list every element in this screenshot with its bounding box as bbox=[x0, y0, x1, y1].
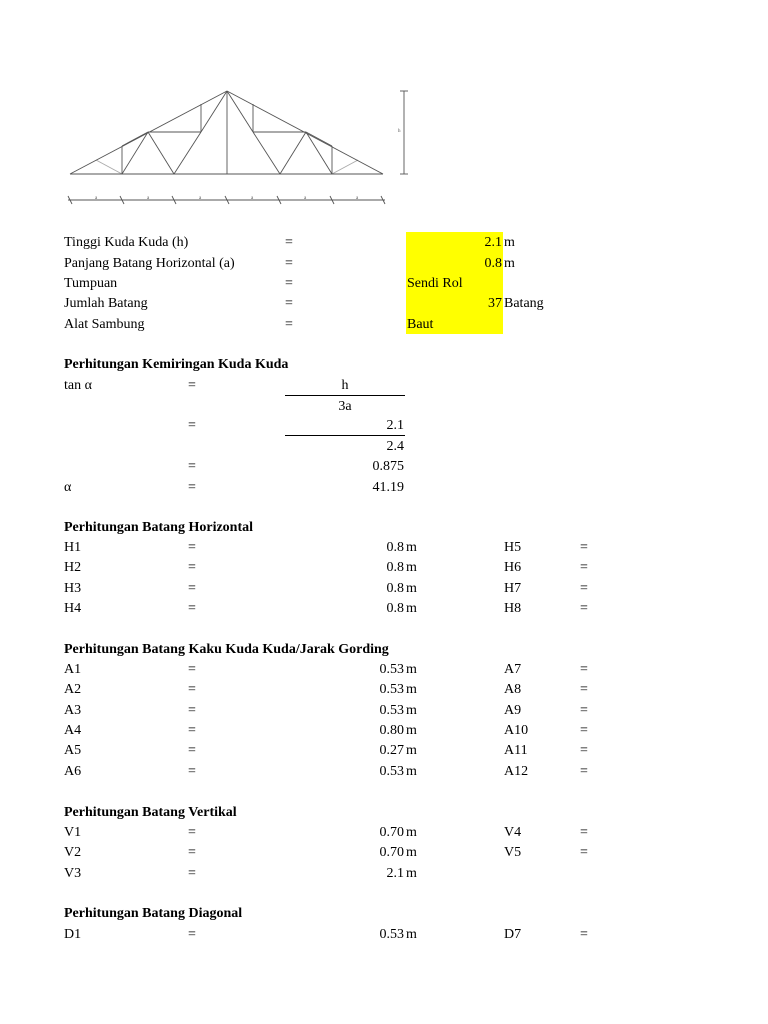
section-title-rafter: Perhitungan Batang Kaku Kuda Kuda/Jarak Gording bbox=[64, 642, 389, 657]
equals-sign: = bbox=[188, 723, 196, 738]
member-length[interactable]: 0.53 bbox=[379, 703, 404, 718]
fraction-denominator: 2.4 bbox=[386, 439, 404, 454]
member-name: A2 bbox=[64, 682, 82, 697]
equals-sign: = bbox=[188, 581, 196, 596]
param-label: Alat Sambung bbox=[64, 317, 145, 332]
equals-sign: = bbox=[188, 703, 196, 718]
param-equals: = bbox=[285, 235, 293, 250]
equals-sign: = bbox=[188, 601, 196, 616]
equals-sign: = bbox=[188, 682, 196, 697]
member-name: H2 bbox=[64, 560, 82, 575]
section-title-diagonal: Perhitungan Batang Diagonal bbox=[64, 906, 243, 921]
equals-sign: = bbox=[188, 540, 196, 555]
member-unit: m bbox=[406, 825, 417, 840]
param-label: Tumpuan bbox=[64, 276, 118, 291]
truss-diagram bbox=[0, 0, 768, 215]
span-label: a bbox=[147, 196, 150, 201]
member-name: V1 bbox=[64, 825, 82, 840]
span-label: a bbox=[304, 196, 307, 201]
section-title-vertical: Perhitungan Batang Vertikal bbox=[64, 805, 237, 820]
equals-sign: = bbox=[580, 540, 588, 555]
param-equals: = bbox=[285, 256, 293, 271]
member-length[interactable]: 0.53 bbox=[379, 764, 404, 779]
equals-sign: = bbox=[580, 743, 588, 758]
member-name: V3 bbox=[64, 866, 82, 881]
member-name: A3 bbox=[64, 703, 82, 718]
member-length[interactable]: 0.8 bbox=[386, 601, 404, 616]
fraction-bar bbox=[285, 435, 405, 436]
equals-sign: = bbox=[188, 560, 196, 575]
member-name: H1 bbox=[64, 540, 82, 555]
equals-sign: = bbox=[188, 825, 196, 840]
member-length[interactable]: 0.53 bbox=[379, 682, 404, 697]
alpha-label: α bbox=[64, 480, 72, 495]
equals-sign: = bbox=[580, 764, 588, 779]
equals-sign: = bbox=[580, 703, 588, 718]
right-rafter bbox=[227, 91, 383, 174]
member-unit: m bbox=[406, 682, 417, 697]
member-name: A7 bbox=[504, 662, 522, 677]
member-length[interactable]: 0.8 bbox=[386, 581, 404, 596]
member-length[interactable]: 0.80 bbox=[379, 723, 404, 738]
member-name: A4 bbox=[64, 723, 82, 738]
member-length[interactable]: 0.27 bbox=[379, 743, 404, 758]
equals-sign: = bbox=[580, 601, 588, 616]
member-name: H3 bbox=[64, 581, 82, 596]
tan-alpha-label: tan α bbox=[64, 378, 92, 393]
equals-sign: = bbox=[188, 743, 196, 758]
param-unit: m bbox=[504, 235, 515, 250]
member-unit: m bbox=[406, 581, 417, 596]
equals-sign: = bbox=[580, 927, 588, 942]
member-length[interactable]: 0.53 bbox=[379, 927, 404, 942]
member-unit: m bbox=[406, 927, 417, 942]
member-unit: m bbox=[406, 845, 417, 860]
member-length[interactable]: 0.8 bbox=[386, 540, 404, 555]
member-name: H5 bbox=[504, 540, 522, 555]
member-unit: m bbox=[406, 601, 417, 616]
member-length[interactable]: 2.1 bbox=[386, 866, 404, 881]
member-name: D1 bbox=[64, 927, 82, 942]
param-label: Panjang Batang Horizontal (a) bbox=[64, 256, 235, 271]
member-name: V2 bbox=[64, 845, 82, 860]
member-name: A1 bbox=[64, 662, 82, 677]
member-name: V4 bbox=[504, 825, 522, 840]
member-name: A12 bbox=[504, 764, 529, 779]
span-label: a bbox=[199, 196, 202, 201]
param-equals: = bbox=[285, 317, 293, 332]
equals-sign: = bbox=[580, 581, 588, 596]
section-title-slope: Perhitungan Kemiringan Kuda Kuda bbox=[64, 357, 289, 372]
param-text-value[interactable]: Sendi Rol bbox=[407, 276, 463, 291]
span-label: a bbox=[251, 196, 254, 201]
param-value[interactable]: 37 bbox=[488, 296, 502, 311]
section-title-horizontal: Perhitungan Batang Horizontal bbox=[64, 520, 254, 535]
equals-sign: = bbox=[188, 418, 196, 433]
member-name: H8 bbox=[504, 601, 522, 616]
ratio-value: 0.875 bbox=[372, 459, 404, 474]
fraction-numerator: 2.1 bbox=[386, 418, 404, 433]
equals-sign: = bbox=[188, 764, 196, 779]
fraction-numerator: h bbox=[341, 378, 349, 393]
equals-sign: = bbox=[580, 682, 588, 697]
equals-sign: = bbox=[188, 866, 196, 881]
equals-sign: = bbox=[580, 662, 588, 677]
equals-sign: = bbox=[188, 459, 196, 474]
member-name: V5 bbox=[504, 845, 522, 860]
member-name: A8 bbox=[504, 682, 522, 697]
member-unit: m bbox=[406, 560, 417, 575]
member-name: A9 bbox=[504, 703, 522, 718]
param-equals: = bbox=[285, 276, 293, 291]
fraction-denominator: 3a bbox=[338, 399, 352, 414]
equals-sign: = bbox=[188, 927, 196, 942]
span-label: a bbox=[356, 196, 359, 201]
member-length[interactable]: 0.53 bbox=[379, 662, 404, 677]
equals-sign: = bbox=[580, 825, 588, 840]
param-value[interactable]: 2.1 bbox=[484, 235, 502, 250]
member-name: A11 bbox=[504, 743, 528, 758]
member-unit: m bbox=[406, 540, 417, 555]
member-unit: m bbox=[406, 703, 417, 718]
member-name: A10 bbox=[504, 723, 529, 738]
param-text-value[interactable]: Baut bbox=[407, 317, 434, 332]
member-name: H7 bbox=[504, 581, 522, 596]
equals-sign: = bbox=[580, 560, 588, 575]
equals-sign: = bbox=[188, 662, 196, 677]
member-unit: m bbox=[406, 662, 417, 677]
height-label: h bbox=[398, 129, 401, 134]
param-label: Tinggi Kuda Kuda (h) bbox=[64, 235, 189, 250]
span-label: a bbox=[95, 196, 98, 201]
member-unit: m bbox=[406, 866, 417, 881]
member-name: A5 bbox=[64, 743, 82, 758]
member-name: A6 bbox=[64, 764, 82, 779]
param-equals: = bbox=[285, 296, 293, 311]
equals-sign: = bbox=[580, 845, 588, 860]
equals-sign: = bbox=[188, 845, 196, 860]
fraction-bar bbox=[285, 395, 405, 396]
equals-sign: = bbox=[580, 723, 588, 738]
param-value[interactable]: 0.8 bbox=[484, 256, 502, 271]
member-unit: m bbox=[406, 743, 417, 758]
member-unit: m bbox=[406, 723, 417, 738]
member-unit: m bbox=[406, 764, 417, 779]
param-label: Jumlah Batang bbox=[64, 296, 148, 311]
param-unit: m bbox=[504, 256, 515, 271]
member-name: D7 bbox=[504, 927, 522, 942]
alpha-value: 41.19 bbox=[372, 480, 404, 495]
member-name: H4 bbox=[64, 601, 82, 616]
equals-sign: = bbox=[188, 480, 196, 495]
member-length[interactable]: 0.70 bbox=[379, 845, 404, 860]
member-length[interactable]: 0.70 bbox=[379, 825, 404, 840]
equals-sign: = bbox=[188, 378, 196, 393]
member-length[interactable]: 0.8 bbox=[386, 560, 404, 575]
member-name: H6 bbox=[504, 560, 522, 575]
param-unit: Batang bbox=[504, 296, 544, 311]
